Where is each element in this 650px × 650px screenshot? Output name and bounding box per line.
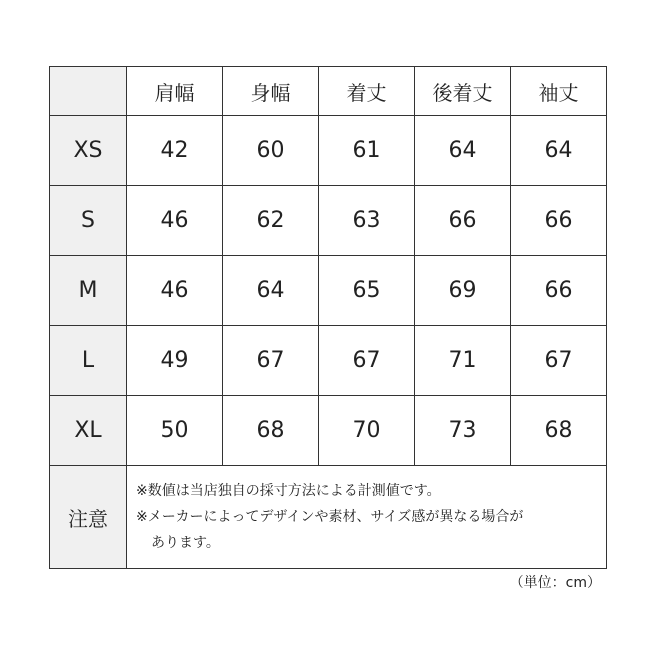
corner-cell [50,67,127,116]
table-cell: 62 [223,186,319,256]
table-row [50,186,607,256]
size-label: M [50,256,127,326]
table-cell: 61 [319,116,415,186]
table-cell: 64 [511,116,607,186]
table-cell: 70 [319,396,415,466]
table-cell: 49 [127,326,223,396]
table-cell: 66 [511,186,607,256]
size-label: XL [50,396,127,466]
note-label: 注意 [50,466,127,569]
table-cell: 46 [127,256,223,326]
column-header-chest: 身幅 [223,67,319,116]
table-cell: 46 [127,186,223,256]
table-cell: 65 [319,256,415,326]
table-row [50,326,607,396]
table-cell: 66 [511,256,607,326]
table-cell: 42 [127,116,223,186]
note-line: あります。 [151,535,220,551]
table-cell: 50 [127,396,223,466]
header-row [50,67,607,116]
column-header-sleeve: 袖丈 [511,67,607,116]
note-line: ※数値は当店独自の採寸方法による計測値です。 [136,483,441,499]
size-label: XS [50,116,127,186]
table-cell: 66 [415,186,511,256]
table-cell: 67 [319,326,415,396]
table-cell: 67 [223,326,319,396]
table-cell: 68 [223,396,319,466]
size-chart-table [49,66,607,569]
note-line: ※メーカーによってデザインや素材、サイズ感が異なる場合が [136,509,524,525]
column-header-length: 着丈 [319,67,415,116]
note-row [50,466,607,569]
unit-label: （単位：cm） [509,575,601,591]
table-row [50,396,607,466]
column-header-shoulder: 肩幅 [127,67,223,116]
table-cell: 71 [415,326,511,396]
table-cell: 68 [511,396,607,466]
table-cell: 63 [319,186,415,256]
table-row [50,116,607,186]
note-content [127,466,607,569]
size-label: L [50,326,127,396]
table-cell: 60 [223,116,319,186]
table-cell: 67 [511,326,607,396]
table-cell: 64 [415,116,511,186]
table-cell: 73 [415,396,511,466]
table-row [50,256,607,326]
table-cell: 64 [223,256,319,326]
size-label: S [50,186,127,256]
table-cell: 69 [415,256,511,326]
column-header-back-length: 後着丈 [415,67,511,116]
